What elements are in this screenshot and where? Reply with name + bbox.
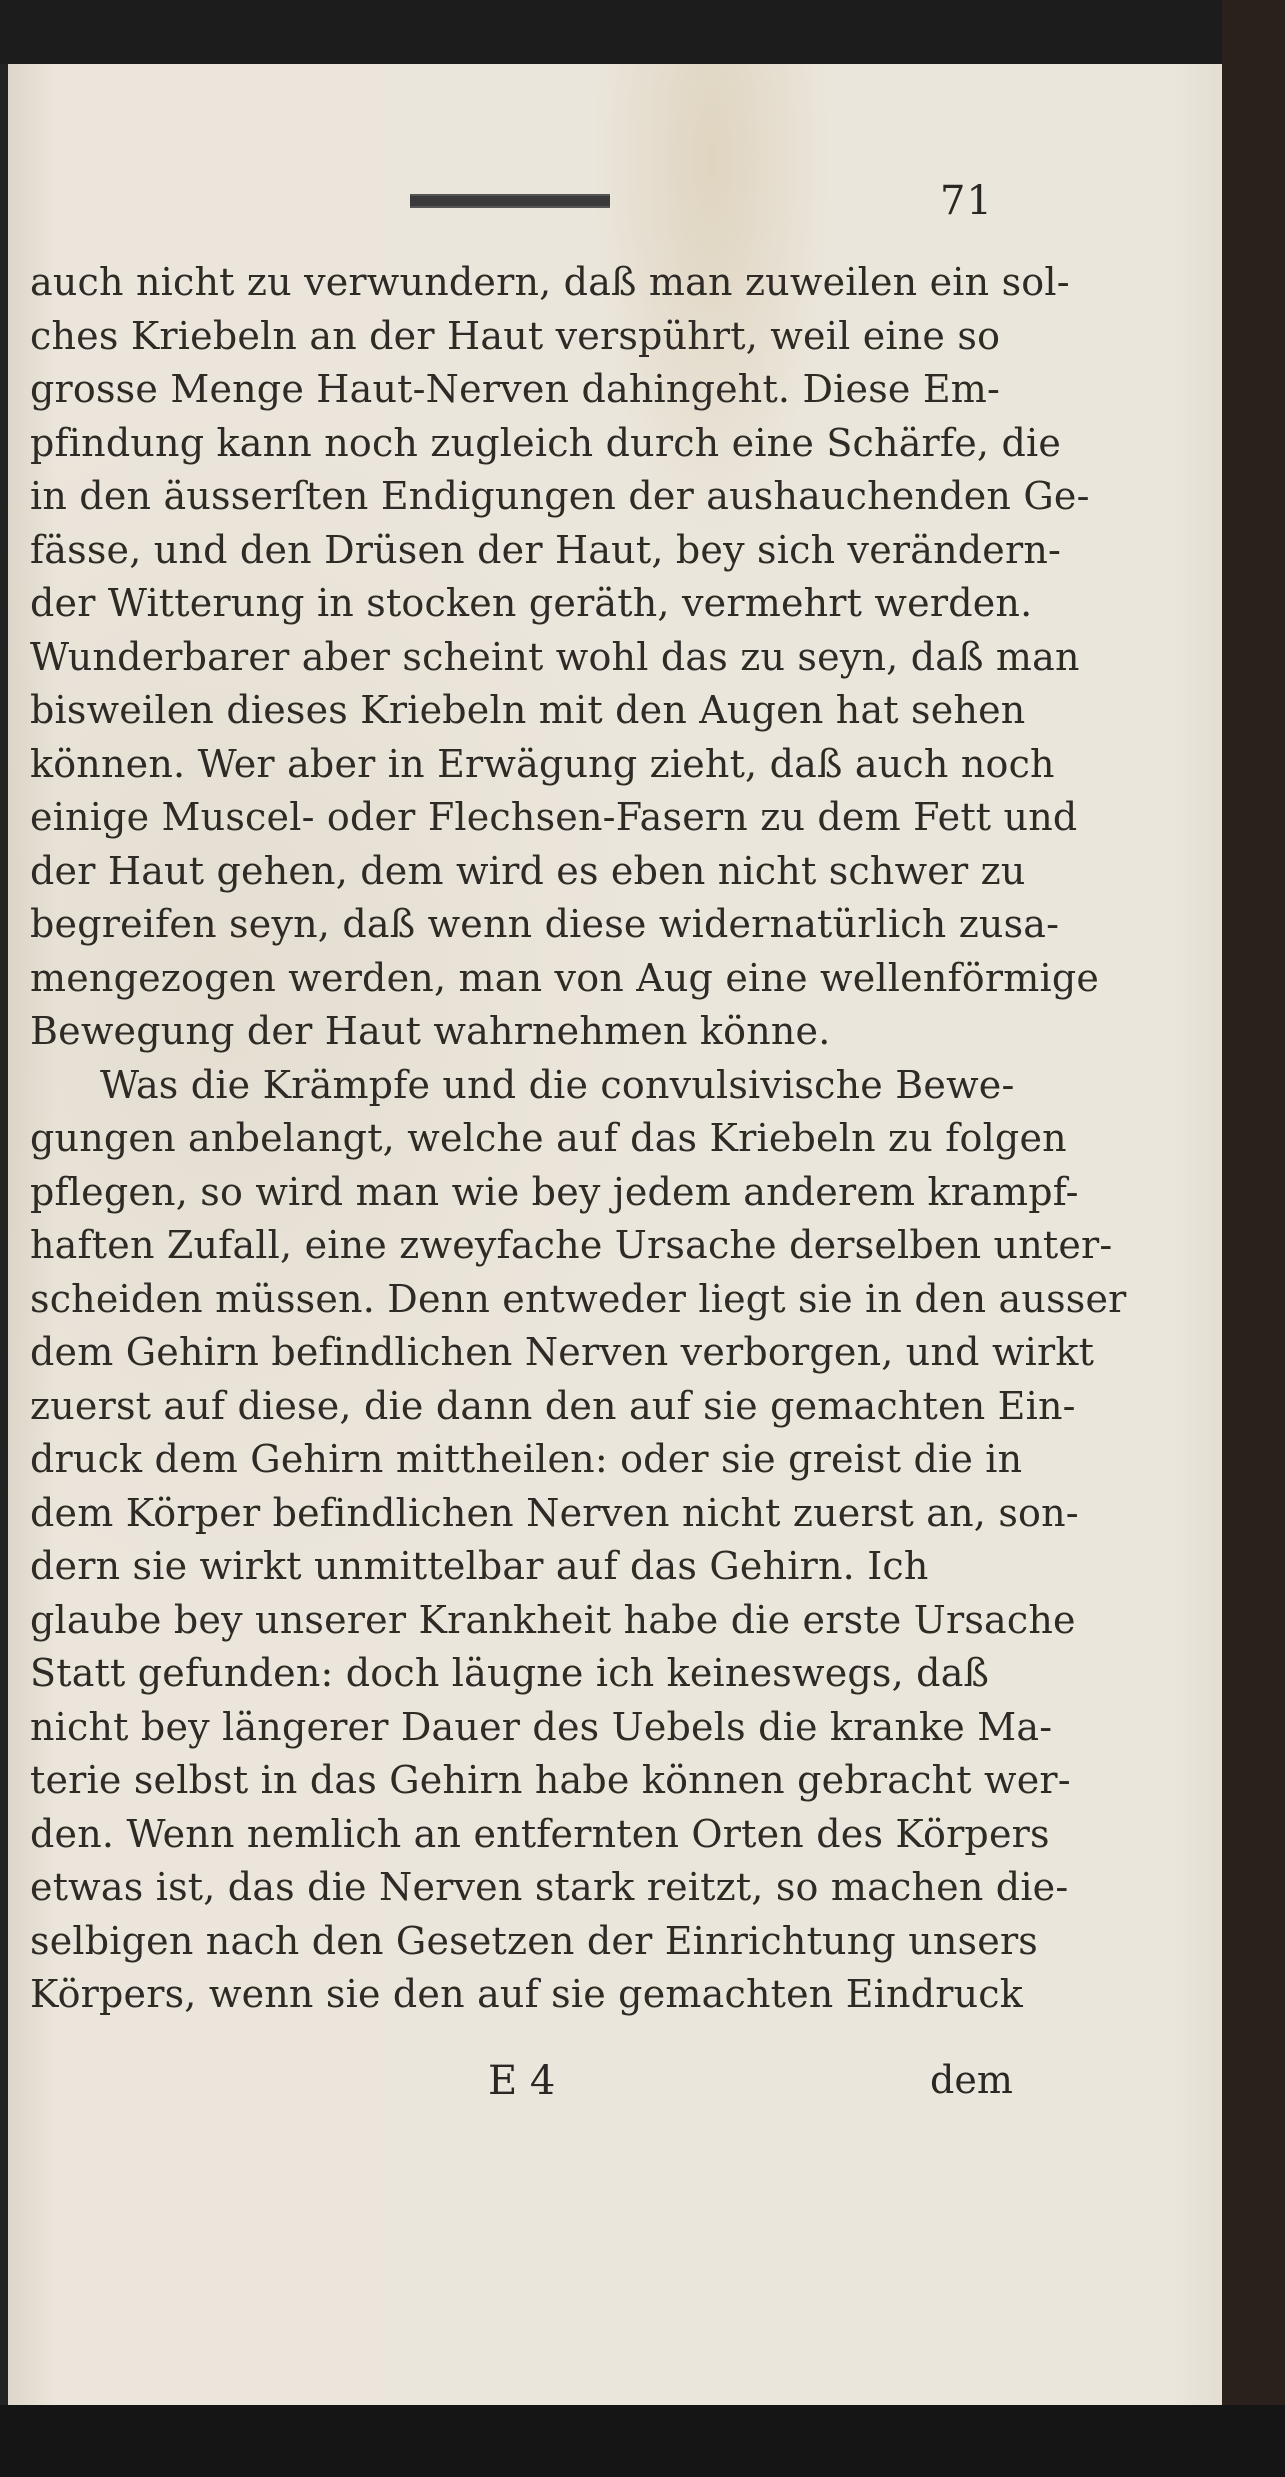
text-line: Statt gefunden: doch läugne ich keineswegs, daß — [30, 1651, 990, 1695]
text-line: etwas ist, das die Nerven stark reitzt, so machen die- — [30, 1865, 1069, 1909]
paragraph-start-line: Was die Krämpfe und die convulsivische Bewe- — [100, 1062, 1015, 1107]
text-line: grosse Menge Haut-Nerven dahingeht. Diese Em- — [30, 367, 1001, 411]
text-line: begreifen seyn, daß wenn diese widernatürlich zusa- — [30, 902, 1060, 946]
page-number: 71 — [940, 178, 993, 224]
text-line: fässe, und den Drüsen der Haut, bey sich verändern- — [30, 527, 1062, 572]
text-line: ches Kriebeln an der Haut verspührt, weil eine so — [30, 313, 1001, 358]
text-line: pfindung kann noch zugleich durch eine Schärfe, die — [30, 420, 1062, 465]
text-line: gungen anbelangt, welche auf das Kriebeln zu folgen — [30, 1116, 1067, 1160]
text-line: in den äusserſten Endigungen der aushauchenden Ge- — [30, 474, 1090, 518]
text-line: druck dem Gehirn mittheilen: oder sie greist die in — [30, 1437, 1023, 1481]
text-line: scheiden müssen. Denn entweder liegt sie in den ausser — [30, 1276, 1127, 1321]
text-line: terie selbst in das Gehirn habe können gebracht wer- — [30, 1758, 1071, 1802]
text-line: Bewegung der Haut wahrnehmen könne. — [30, 1009, 831, 1053]
text-line: mengezogen werden, man von Aug eine wellenförmige — [30, 955, 1100, 1000]
text-line: selbigen nach den Gesetzen der Einrichtung unsers — [30, 1918, 1039, 1963]
text-line: einige Muscel- oder Flechsen-Fasern zu dem Fett und — [30, 795, 1078, 839]
text-line: Wunderbarer aber scheint wohl das zu seyn, daß man — [30, 634, 1080, 679]
text-line: nicht bey längerer Dauer des Uebels die kranke Ma- — [30, 1704, 1053, 1749]
text-line: glaube bey unserer Krankheit habe die erste Ursache — [30, 1597, 1076, 1642]
text-line: können. Wer aber in Erwägung zieht, daß auch noch — [30, 741, 1055, 786]
text-line: bisweilen dieses Kriebeln mit den Augen hat sehen — [30, 688, 1026, 732]
text-line: der Witterung in stocken geräth, vermehrt werden. — [30, 581, 1033, 625]
scan-bottom-border — [0, 2405, 1285, 2477]
scan-right-border — [1222, 0, 1285, 2477]
header-ornament-rule — [410, 194, 610, 208]
signature-mark: E 4 — [488, 2058, 556, 2104]
scan-top-border — [0, 0, 1285, 64]
catchword: dem — [930, 2058, 1013, 2102]
text-line: pflegen, so wird man wie bey jedem anderem krampf- — [30, 1169, 1079, 1214]
text-line: dem Körper befindlichen Nerven nicht zuerst an, son- — [30, 1490, 1079, 1535]
text-line: dem Gehirn befindlichen Nerven verborgen, und wirkt — [30, 1330, 1095, 1374]
body-text — [30, 256, 1127, 2022]
text-line: den. Wenn nemlich an entfernten Orten des Körpers — [30, 1811, 1050, 1856]
text-line: der Haut gehen, dem wird es eben nicht schwer zu — [30, 848, 1026, 893]
text-line: haften Zufall, eine zweyfache Ursache derselben unter- — [30, 1223, 1113, 1267]
text-line: Körpers, wenn sie den auf sie gemachten Eindruck — [30, 1972, 1023, 2016]
text-line: auch nicht zu verwundern, daß man zuweilen ein sol- — [30, 260, 1070, 304]
text-line: dern sie wirkt unmittelbar auf das Gehirn. Ich — [30, 1544, 929, 1588]
text-line: zuerst auf diese, die dann den auf sie gemachten Ein- — [30, 1383, 1076, 1428]
